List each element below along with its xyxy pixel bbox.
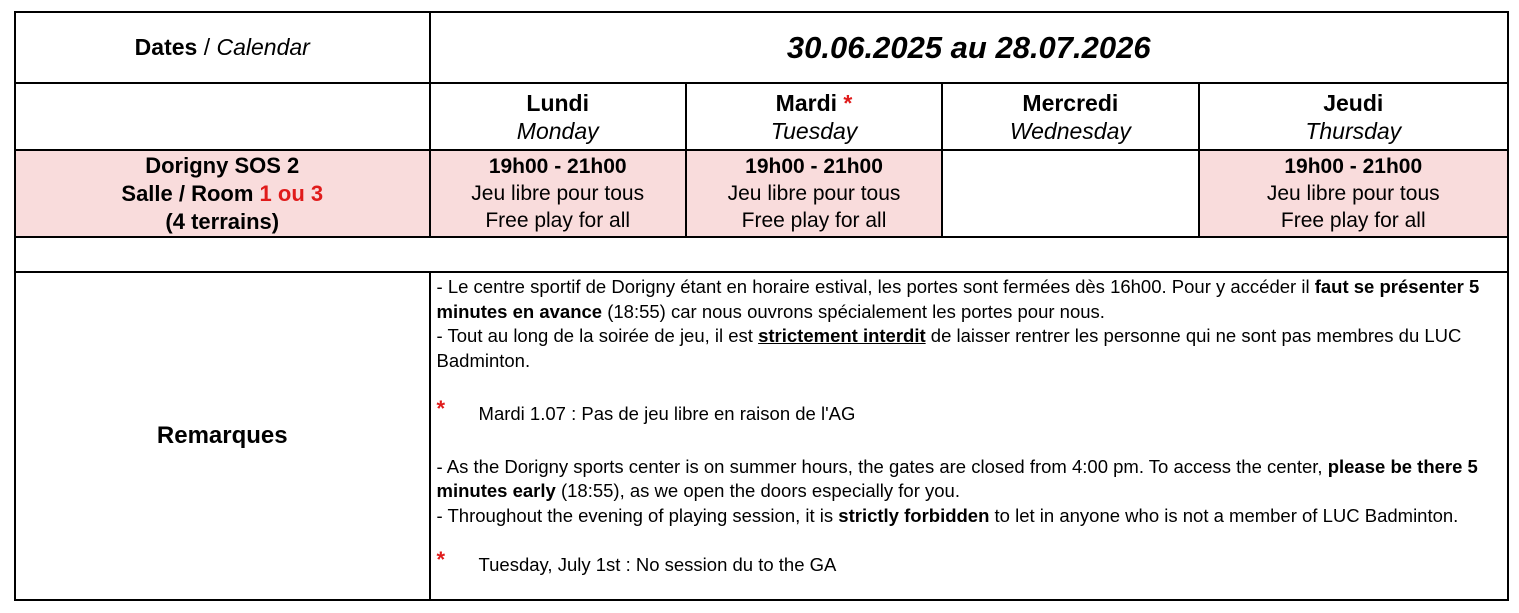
remarks-label-cell [15,272,430,600]
slot-tuesday [686,150,942,237]
remark-fr-note: * Mardi 1.07 : Pas de jeu libre en raison de l'AG [436,396,856,424]
venue-cell [15,150,430,237]
period-cell [430,12,1508,83]
days-row-label-cell [15,83,430,150]
slot-desc-en: Free play for all [1280,209,1426,232]
remark-fr-1: - Le centre sportif de Dorigny étant en horaire estival, les portes sont fermées dès 16h00. Pour y accéder il faut se présenter 5 minutes en avance (18:55) car nous ouvrons spécialement les portes pour nous. [436,276,1480,322]
header-row [15,12,1508,83]
dates-label-fr: Dates [134,34,198,60]
asterisk-icon: * [843,89,853,116]
venue-row [15,150,1508,237]
asterisk-icon: * [436,396,446,421]
dates-label-en: Calendar [216,34,310,60]
remarks-content [430,272,1508,600]
venue-room-numbers: 1 ou 3 [259,180,324,206]
slot-desc-en: Free play for all [485,209,631,232]
period-title: 30.06.2025 au 28.07.2026 [786,29,1151,65]
slot-monday [430,150,686,237]
slot-wednesday [942,150,1198,237]
slot-desc-fr: Jeu libre pour tous [471,182,645,205]
day-name-fr: Mercredi [1022,89,1119,116]
venue-room-prefix: Salle / Room [121,180,260,206]
days-row [15,83,1508,150]
slot-desc-en: Free play for all [741,209,887,232]
remark-fr-2: - Tout au long de la soirée de jeu, il est strictement interdit de laisser rentrer les personne qui ne sont pas membres du LUC Badminton. [436,325,1462,371]
slot-time: 19h00 - 21h00 [745,155,883,178]
spacer-cell [15,237,1508,272]
day-header-wednesday [942,83,1198,150]
remark-en-2: - Throughout the evening of playing session, it is strictly forbidden to let in anyone who is not a member of LUC Badminton. [436,504,1459,526]
spacer-row [15,237,1508,272]
day-name-fr: Lundi [526,89,589,116]
venue-room [16,180,429,208]
venue-name: Dorigny SOS 2 [145,152,300,178]
day-name-en: Monday [516,117,599,144]
dates-label [135,34,310,60]
day-name-en: Thursday [1305,117,1402,144]
day-header-tuesday [686,83,942,150]
asterisk-icon: * [436,547,446,572]
venue-courts: (4 terrains) [165,208,280,234]
remarks-title: Remarques [156,422,288,449]
remark-en-1: - As the Dorigny sports center is on summer hours, the gates are closed from 4:00 pm. To access the center, please be there 5 minutes early (18:55), as we open the doors especially for you. [436,455,1478,501]
slot-time: 19h00 - 21h00 [488,155,627,178]
remarks-row [15,272,1508,600]
day-header-thursday [1199,83,1508,150]
dates-label-cell [15,12,430,83]
day-header-monday [430,83,686,150]
remark-en-note: * Tuesday, July 1st : No session du to the GA [436,547,837,575]
slot-desc-fr: Jeu libre pour tous [1266,182,1440,205]
schedule-table [14,11,1509,601]
day-name-en: Tuesday [770,117,858,144]
day-name-fr: Mardi [775,89,838,116]
slot-desc-fr: Jeu libre pour tous [727,182,901,205]
day-name-fr: Jeudi [1323,89,1384,116]
day-name-en: Wednesday [1009,117,1131,144]
slot-time: 19h00 - 21h00 [1284,155,1423,178]
dates-label-sep: / [197,34,217,60]
slot-thursday [1199,150,1508,237]
